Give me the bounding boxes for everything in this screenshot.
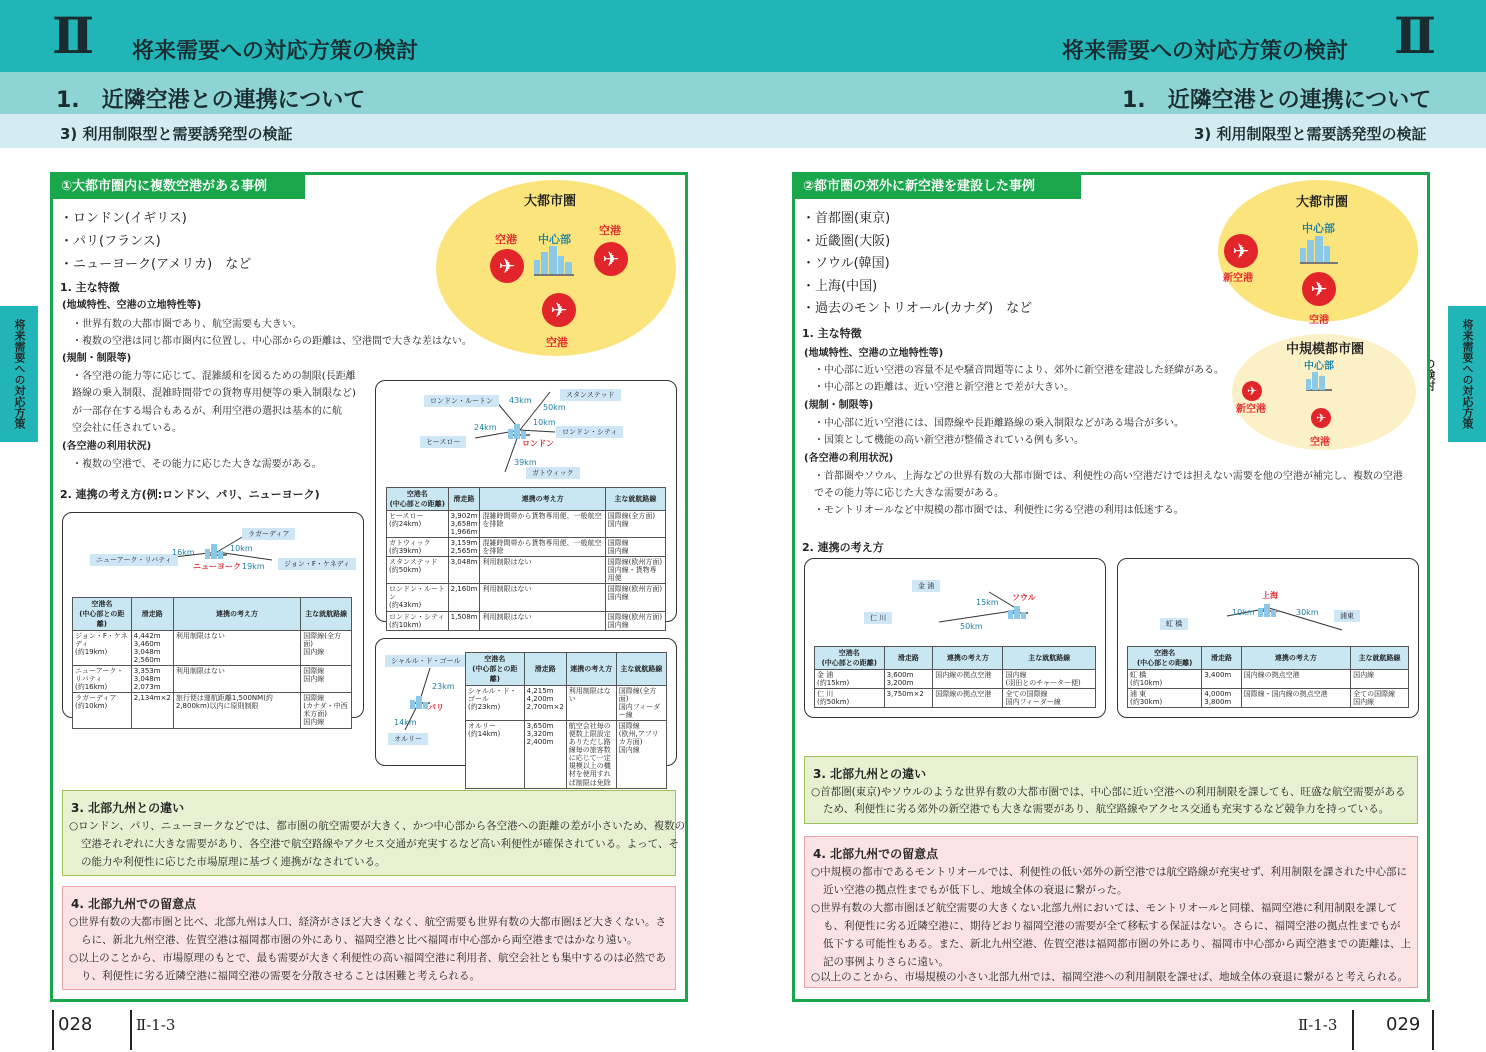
table-cell: 3,902m 3,658m 1,966m — [448, 511, 480, 538]
city-item: ・過去のモントリオール(カナダ) など — [802, 301, 1033, 316]
table-cell: オルリー (約14km) — [466, 721, 525, 788]
seoul-table — [814, 646, 1096, 708]
section-heading: 1. 主な特徴 — [802, 327, 862, 340]
table-row — [387, 611, 666, 630]
body-text: ・中心部に近い空港には、国際線や長距離路線の乗入制限などがある場合が多い。 — [814, 418, 1184, 429]
section-heading: 2. 連携の考え方 — [802, 541, 884, 554]
body-text: ・各空港の能力等に応じて、混雑緩和を図るための制限(長距離 — [72, 371, 356, 382]
city-tag: ソウル — [1012, 593, 1036, 602]
city-item: ・首都圏(東京) — [802, 211, 891, 226]
city-buildings-icon — [534, 246, 574, 276]
body-text: ・国策として機能の高い新空港が整備されている例も多い。 — [814, 435, 1084, 446]
page-number-right: 029 — [1386, 1014, 1421, 1035]
table-row — [73, 693, 352, 728]
airport-tag: ラガーディア — [242, 528, 295, 540]
body-text: 空会社に任されている。 — [72, 423, 182, 434]
table-header: 滑走路 — [131, 598, 173, 631]
airport-label: 空港 — [495, 233, 517, 246]
airplane-icon: ✈ — [490, 249, 524, 283]
table-cell: 航空会社毎の便数上限設定ありただし路線毎の旅客数に応じて一定規模以上の機材を使用すれば制限は免除 — [566, 721, 616, 788]
table-cell: ヒースロー (約24km) — [387, 511, 449, 538]
table-cell: 3,400m — [1202, 670, 1241, 689]
subsection-heading: (規制・制限等) — [804, 400, 874, 411]
difference-box — [804, 756, 1418, 824]
body-text: ・複数の空港で、その能力に応じた大きな需要がある。 — [72, 459, 322, 470]
table-cell: 国際線の拠点空港 — [933, 689, 1003, 708]
page-code-left: Ⅱ-1-3 — [136, 1016, 176, 1034]
chapter-roman-right: Ⅱ — [1394, 6, 1437, 65]
table-header: 空港名 (中心部との距離) — [466, 653, 525, 686]
table-cell: 混雑時間帯から貨物専用便、一般航空を排除 — [480, 511, 605, 538]
box-line: も、利便性に劣る近隣空港に、期待どおり福岡空港の需要が全て移転する保証はない。さらに、福岡空港の拠点性までもが — [823, 920, 1401, 932]
airplane-icon: ✈ — [594, 242, 628, 276]
table-header: 滑走路 — [884, 647, 933, 670]
table-cell: 3,750m×2 — [884, 689, 933, 708]
section-title-right: 将来需要への対応方策の検討 — [1062, 39, 1349, 64]
table-cell: シャルル・ド・ゴール (約23km) — [466, 686, 525, 721]
footer-rule — [130, 1010, 132, 1050]
london-table — [386, 487, 666, 631]
table-header: 連携の考え方 — [173, 598, 300, 631]
table-row — [466, 686, 667, 721]
center-label: 中心部 — [1304, 361, 1334, 372]
table-cell: 旅行便は運航距離1,500NM(約2,800km)以内に原則制限 — [173, 693, 300, 728]
box-line: 記の事例よりさらに遠い。 — [823, 956, 949, 968]
table-cell: 国際線 国内線 — [605, 538, 665, 557]
box-line: 空港それぞれに大きな需要があり、各空港で航空路線やアクセス交通が充実するなど高い利便性が確保されている。よって、そ — [81, 838, 679, 850]
table-header: 主な就航路線 — [1003, 647, 1096, 670]
box-heading: 3. 北部九州との違い — [813, 767, 927, 781]
airport-tag: 金 浦 — [912, 580, 940, 592]
section-title-left: 将来需要への対応方策の検討 — [132, 39, 419, 64]
distance-label: 15km — [976, 598, 999, 607]
city-buildings-icon — [410, 690, 430, 704]
distance-label: 16km — [172, 548, 195, 557]
subsection-heading: (各空港の利用状況) — [62, 441, 152, 452]
airplane-icon: ✈ — [1224, 234, 1258, 268]
table-cell: 利用制限はない — [173, 666, 300, 693]
distance-label: 19km — [242, 562, 265, 571]
difference-box — [62, 790, 686, 876]
airport-tag: ガトウィック — [526, 467, 580, 479]
airport-tag: シャルル・ド・ゴール — [385, 655, 467, 667]
table-header: 滑走路 — [448, 488, 480, 511]
subsection-heading: (地域特性、空港の立地特性等) — [804, 348, 944, 359]
paris-table — [465, 652, 667, 789]
table-header: 主な就航路線 — [605, 488, 665, 511]
city-tag: ニューヨーク — [193, 562, 241, 571]
city-buildings-icon — [1008, 600, 1028, 614]
table-header: 連携の考え方 — [1241, 647, 1351, 670]
table-header: 主な就航路線 — [301, 598, 352, 631]
table-cell: 4,442m 3,460m 3,048m 2,560m — [131, 631, 173, 666]
table-cell: 混雑時間帯から貨物専用便、一般航空を排除 — [480, 538, 605, 557]
side-tab-right: 将来需要への対応方策 — [1448, 306, 1486, 442]
metro-title: 大都市圏 — [1296, 195, 1349, 210]
footer-rule — [52, 1010, 54, 1050]
table-cell: 国際線・国内線の拠点空港 — [1241, 689, 1351, 708]
heading-right: 1. 近隣空港との連携について — [1122, 88, 1432, 113]
seoul-map — [804, 558, 1106, 638]
distance-label: 50km — [960, 622, 983, 631]
table-cell: 4,000m 3,800m — [1202, 689, 1241, 708]
table-header: 滑走路 — [1202, 647, 1241, 670]
table-cell: ロンドン・ルートン (約43km) — [387, 584, 449, 611]
body-text: ・首都圏やソウル、上海などの世界有数の大都市圏では、利便性の高い空港だけでは担えない需要を他の空港が補完し、複数の空港 — [814, 471, 1403, 482]
table-cell: 国際線 (カナダ・中西米方面) 国内線 — [301, 693, 352, 728]
table-cell: 3,159m 2,565m — [448, 538, 480, 557]
table-cell: ニューアーク・リバティ (約16km) — [73, 666, 132, 693]
body-text: ・複数の空港は同じ都市圏内に位置し、中心部からの距離は、空港間で大きな差はない。 — [72, 336, 472, 347]
page-number-left: 028 — [58, 1014, 93, 1035]
table-header: 連携の考え方 — [566, 653, 616, 686]
distance-label: 10km — [230, 544, 253, 553]
subsection-heading: (規制・制限等) — [62, 353, 132, 364]
footer-rule — [1432, 1010, 1434, 1050]
table-cell: 国際線 国内線 — [301, 666, 352, 693]
distance-label: 14km — [394, 718, 417, 727]
airport-tag: ロンドン・ルートン — [424, 395, 499, 407]
table-header: 連携の考え方 — [480, 488, 605, 511]
box-heading: 3. 北部九州との違い — [71, 801, 185, 815]
box-line: ○世界有数の大都市圏と比べ、北部九州は人口、経済がさほど大きくなく、航空需要も世界有数の大都市圏ほど大きくない。さ — [69, 916, 666, 928]
city-buildings-icon — [1300, 236, 1338, 264]
box-line: ○以上のことから、市場規模の小さい北部九州では、福岡空港への利用制限を課せば、地域全体の衰退に繋がると考えられる。 — [811, 971, 1409, 983]
distance-label: 39km — [514, 458, 537, 467]
table-cell: 3,650m 3,320m 2,400m — [524, 721, 566, 788]
table-header: 空港名 (中心部との距離) — [73, 598, 132, 631]
subheading-right: 3) 利用制限型と需要誘発型の検証 — [1194, 125, 1427, 143]
right-panel-title: ②都市圏の郊外に新空港を建設した事例 — [795, 175, 1081, 199]
table-cell: 国際線(全方面) 国内線 — [301, 631, 352, 666]
body-text: ・モントリオールなど中規模の都市圏では、利便性に劣る空港の利用は低迷する。 — [814, 505, 1184, 516]
city-tag: パリ — [428, 703, 444, 712]
metro-title: 中規模都市圏 — [1286, 342, 1365, 357]
table-cell: 金 浦 (約15km) — [815, 670, 885, 689]
airport-label: 空港 — [1310, 437, 1330, 448]
table-cell: 利用制限はない — [480, 584, 605, 611]
table-row — [387, 584, 666, 611]
table-header: 主な就航路線 — [1351, 647, 1409, 670]
distance-label: 43km — [509, 396, 532, 405]
section-heading: 1. 主な特徴 — [60, 281, 120, 294]
airport-tag: 仁 川 — [864, 612, 892, 624]
body-text: でその能力等に応じた大きな需要がある。 — [814, 488, 1004, 499]
airplane-icon: ✈ — [1302, 272, 1336, 306]
table-row — [1128, 689, 1409, 708]
distance-label: 10km — [533, 418, 556, 427]
center-label: 中心部 — [1302, 222, 1335, 235]
table-cell: 4,215m 4,200m 2,700m×2 — [524, 686, 566, 721]
table-cell: 国内線の拠点空港 — [933, 670, 1003, 689]
table-cell: 国内線 — [1351, 670, 1409, 689]
table-cell: 3,048m — [448, 557, 480, 584]
table-row — [1128, 670, 1409, 689]
box-line: ○中規模の都市であるモントリオールでは、利便性の低い郊外の新空港では航空路線が充実せず、利用制限を課された中心部に — [811, 866, 1408, 878]
city-tag: 上海 — [1262, 591, 1278, 600]
table-header: 連携の考え方 — [933, 647, 1003, 670]
table-cell: 3,600m 3,200m — [884, 670, 933, 689]
side-tab-left: 将来需要への対応方策 — [0, 306, 38, 442]
table-cell: ラガーディア (約10km) — [73, 693, 132, 728]
left-panel-title: ①大都市圏内に複数空港がある事例 — [53, 175, 305, 199]
table-cell: 仁 川 (約50km) — [815, 689, 885, 708]
table-cell: 国際線 (欧州,アフリカ方面) 国内線 — [616, 721, 666, 788]
box-line: ため、利便性に劣る郊外の新空港でも大きな需要があり、航空路線やアクセス交通も充実するなど競争力を持っている。 — [823, 803, 1390, 815]
distance-label: 24km — [474, 423, 497, 432]
table-row — [387, 511, 666, 538]
box-line: ○首都圏(東京)やソウルのような世界有数の大都市圏では、中心部に近い空港への利用制限を課しても、旺盛な航空需要がある — [811, 786, 1406, 798]
footer-rule — [1352, 1010, 1354, 1050]
airport-label: 空港 — [546, 336, 568, 349]
new-airport-label: 新空港 — [1223, 273, 1253, 284]
table-cell: 1,508m — [448, 611, 480, 630]
city-buildings-icon — [1306, 371, 1332, 391]
body-text: が一部存在する場合もあるが、利用空港の選択は基本的に航 — [72, 406, 342, 417]
metro-title: 大都市圏 — [524, 194, 577, 209]
section-heading: 2. 連携の考え方(例:ロンドン、パリ、ニューヨーク) — [60, 488, 320, 501]
box-line: ○ロンドン、パリ、ニューヨークなどでは、都市圏の航空需要が大きく、かつ中心部から各空港への距離の差が小さいため、複数の — [69, 820, 686, 832]
table-row — [73, 666, 352, 693]
new-airport-label: 新空港 — [1236, 404, 1266, 415]
airplane-icon: ✈ — [1311, 408, 1331, 428]
caution-box — [62, 886, 676, 990]
box-line: 近い空港の拠点性までもが低下し、地域全体の衰退に繋がった。 — [823, 884, 1128, 896]
table-cell: 国内線 (羽田とのチャーター便) — [1003, 670, 1096, 689]
subsection-heading: (各空港の利用状況) — [804, 453, 894, 464]
airport-tag: ニューアーク・リバティ — [90, 554, 178, 566]
table-row — [73, 631, 352, 666]
airplane-icon: ✈ — [1242, 381, 1262, 401]
table-cell: 国際線(全方面) 国内フィーダー線 — [616, 686, 666, 721]
page-code-right: Ⅱ-1-3 — [1298, 1016, 1338, 1034]
body-text: ・世界有数の大都市圏であり、航空需要も大きい。 — [72, 319, 302, 330]
table-header: 主な就航路線 — [616, 653, 666, 686]
airport-label: 空港 — [599, 224, 621, 237]
city-item: ・ニューヨーク(アメリカ) など — [60, 257, 252, 272]
box-line: の能力や利便性に応じた市場原理に基づく連携がなされている。 — [81, 856, 386, 868]
city-item: ・パリ(フランス) — [60, 234, 161, 249]
box-heading: 4. 北部九州での留意点 — [71, 897, 197, 911]
box-line: ○以上のことから、市場原理のもとで、最も需要が大きく利便性の高い福岡空港に利用者、航空会社とも集中するのは必然であ — [69, 952, 666, 964]
city-item: ・ソウル(韓国) — [802, 256, 890, 271]
city-item: ・近畿圏(大阪) — [802, 234, 891, 249]
table-cell: 浦 東 (約30km) — [1128, 689, 1202, 708]
airport-tag: 虹 橋 — [1160, 618, 1188, 630]
city-tag: ロンドン — [522, 439, 554, 448]
table-row — [815, 670, 1096, 689]
table-cell: 全ての国際線 国内フィーダー線 — [1003, 689, 1096, 708]
airplane-icon: ✈ — [542, 293, 576, 327]
airport-label: 空港 — [1309, 315, 1329, 326]
airport-tag: ジョン・F・ケネディ — [278, 558, 356, 570]
subheading-left: 3) 利用制限型と需要誘発型の検証 — [60, 125, 293, 143]
table-cell: 利用制限はない — [173, 631, 300, 666]
body-text: ・中心部との距離は、近い空港と新空港とで差が大きい。 — [814, 382, 1074, 393]
table-cell: 国際線(欧州方面) 国内線 — [605, 584, 665, 611]
table-cell: ロンドン・シティ (約10km) — [387, 611, 449, 630]
box-line: 低下する可能性もある。また、新北九州空港、佐賀空港は福岡都市圏の外にあり、福岡市中心部から両空港までの距離は、上 — [823, 938, 1411, 950]
distance-label: 50km — [543, 403, 566, 412]
table-cell: 3,353m 3,048m 2,073m — [131, 666, 173, 693]
newyork-table — [72, 597, 352, 729]
city-buildings-icon — [508, 420, 530, 436]
table-cell: スタンステッド (約50km) — [387, 557, 449, 584]
distance-label: 10km — [1232, 608, 1255, 617]
distance-label: 23km — [432, 682, 455, 691]
table-cell: ガトウィック (約39km) — [387, 538, 449, 557]
table-row — [387, 557, 666, 584]
subsection-heading: (地域特性、空港の立地特性等) — [62, 300, 202, 311]
table-cell: 国際線(欧州方面) 国内線・貨物専用便 — [605, 557, 665, 584]
center-label: 中心部 — [538, 233, 571, 246]
table-header: 空港名 (中心部との距離) — [815, 647, 885, 670]
caution-box — [804, 836, 1418, 988]
table-cell: ジョン・F・ケネディ (約19km) — [73, 631, 132, 666]
shanghai-table — [1127, 646, 1409, 708]
airport-tag: ヒースロー — [420, 436, 466, 448]
city-item: ・上海(中国) — [802, 279, 878, 294]
city-buildings-icon — [205, 540, 227, 556]
city-buildings-icon — [1258, 598, 1278, 612]
box-heading: 4. 北部九州での留意点 — [813, 847, 939, 861]
table-header: 滑走路 — [524, 653, 566, 686]
table-row — [387, 538, 666, 557]
chapter-roman-left: Ⅱ — [52, 6, 95, 65]
airport-tag: オルリー — [388, 733, 428, 745]
body-text: ・中心部に近い空港の容量不足や騒音問題等により、郊外に新空港を建設した経緯がある。 — [814, 365, 1224, 376]
table-cell: 全ての国際線 国内線 — [1351, 689, 1409, 708]
table-row — [466, 721, 667, 788]
table-cell: 利用制限はない — [480, 557, 605, 584]
table-header: 空港名 (中心部との距離) — [387, 488, 449, 511]
table-row — [815, 689, 1096, 708]
table-cell: 2,160m — [448, 584, 480, 611]
table-cell: 国際線(全方面) 国内線 — [605, 511, 665, 538]
airport-tag: ロンドン・シティ — [556, 426, 623, 438]
table-cell: 利用制限はない — [566, 686, 616, 721]
table-cell: 利用制限はない — [480, 611, 605, 630]
heading-left: 1. 近隣空港との連携について — [56, 88, 366, 113]
distance-label: 30km — [1296, 608, 1319, 617]
table-cell: 虹 橋 (約10km) — [1128, 670, 1202, 689]
city-item: ・ロンドン(イギリス) — [60, 211, 187, 226]
table-cell: 2,134m×2 — [131, 693, 173, 728]
table-cell: 国際線(欧州方面) 国内線 — [605, 611, 665, 630]
box-line: り、利便性に劣る近隣空港に福岡空港の需要を分散させることは困難と考えられる。 — [81, 970, 480, 982]
box-line: らに、新北九州空港、佐賀空港は福岡都市圏の外にあり、福岡空港と比べ福岡市中心部から両空港まではかなり遠い。 — [81, 934, 638, 946]
airport-tag: 浦東 — [1334, 610, 1360, 622]
body-text: 路線の乗入制限、混雑時間帯での貨物専用便等の乗入制限など) — [72, 388, 356, 399]
airport-tag: スタンステッド — [560, 389, 621, 401]
table-header: 空港名 (中心部との距離) — [1128, 647, 1202, 670]
table-cell: 国内線の拠点空港 — [1241, 670, 1351, 689]
box-line: ○世界有数の大都市圏ほど航空需要の大きくない北部九州においては、モントリオールと同様、福岡空港に利用制限を課して — [811, 902, 1398, 914]
